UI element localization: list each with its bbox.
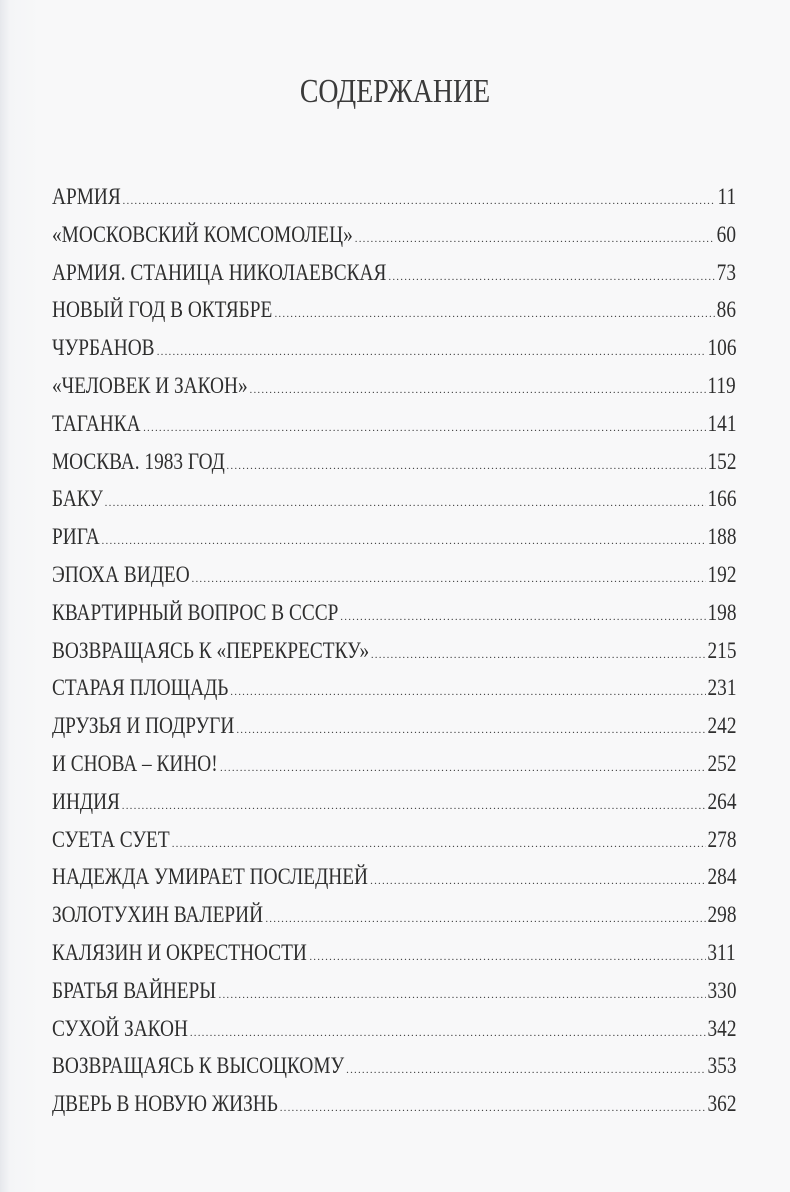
toc-entry-title: СТАРАЯ ПЛОЩАДЬ bbox=[52, 675, 229, 701]
toc-entry bbox=[52, 1047, 736, 1085]
toc-entry bbox=[52, 594, 736, 632]
toc-entry-page: 11 bbox=[717, 184, 736, 209]
toc-entry-title: «ЧЕЛОВЕК И ЗАКОН» bbox=[52, 372, 248, 398]
toc-entry-title: ЗОЛОТУХИН ВАЛЕРИЙ bbox=[52, 902, 264, 928]
toc-entry-title: БРАТЬЯ ВАЙНЕРЫ bbox=[52, 977, 217, 1003]
dot-leader bbox=[102, 523, 706, 561]
toc-entry-title: АРМИЯ bbox=[52, 184, 121, 209]
toc-entry-page: 342 bbox=[707, 1015, 736, 1041]
toc-entry-page: 86 bbox=[716, 297, 736, 323]
toc-entry-title: ЭПОХА ВИДЕО bbox=[52, 561, 190, 587]
toc-entry-page: 330 bbox=[707, 977, 736, 1003]
toc-entry bbox=[52, 329, 736, 367]
toc-entry bbox=[52, 216, 736, 254]
dot-leader bbox=[355, 221, 715, 259]
dot-leader bbox=[309, 939, 706, 977]
toc-entry-title: ВОЗВРАЩАЯСЬ К «ПЕРЕКРЕСТКУ» bbox=[52, 637, 370, 663]
toc-entry bbox=[52, 972, 736, 1010]
dot-leader bbox=[220, 750, 706, 788]
toc-entry bbox=[52, 821, 736, 859]
toc-entry-title: АРМИЯ. СТАНИЦА НИКОЛАЕВСКАЯ bbox=[52, 259, 387, 285]
dot-leader bbox=[105, 485, 706, 523]
toc-entry-page: 119 bbox=[707, 372, 736, 398]
toc-entry-title: КАЛЯЗИН И ОКРЕСТНОСТИ bbox=[52, 939, 307, 965]
toc-entry-page: 106 bbox=[707, 335, 736, 361]
dot-leader bbox=[250, 372, 707, 410]
toc-entry-page: 298 bbox=[707, 902, 736, 928]
toc-entry-page: 311 bbox=[707, 939, 736, 965]
toc-entry bbox=[52, 669, 736, 707]
dot-leader bbox=[230, 674, 705, 712]
toc-entry bbox=[52, 291, 736, 329]
toc-entry-page: 362 bbox=[707, 1091, 736, 1117]
toc-entry-page: 252 bbox=[707, 750, 736, 776]
toc-entry bbox=[52, 480, 736, 518]
toc-entry-title: НАДЕЖДА УМИРАЕТ ПОСЛЕДНЕЙ bbox=[52, 864, 368, 890]
toc-entry-page: 152 bbox=[707, 448, 736, 474]
toc-entry-title: ЧУРБАНОВ bbox=[52, 335, 155, 361]
toc-entry bbox=[52, 405, 736, 443]
toc-entry-title: КВАРТИРНЫЙ ВОПРОС В СССР bbox=[52, 599, 339, 625]
dot-leader bbox=[371, 637, 706, 675]
toc-entry bbox=[52, 632, 736, 670]
toc-entry-page: 231 bbox=[707, 675, 736, 701]
dot-leader bbox=[122, 788, 706, 826]
dot-leader bbox=[236, 712, 705, 750]
toc-entry-page: 141 bbox=[707, 410, 736, 436]
dot-leader bbox=[340, 599, 705, 637]
table-of-contents bbox=[52, 178, 736, 1123]
toc-entry-title: ДРУЗЬЯ И ПОДРУГИ bbox=[52, 713, 235, 739]
toc-entry-page: 60 bbox=[716, 221, 736, 247]
toc-entry bbox=[52, 178, 736, 216]
toc-entry bbox=[52, 783, 736, 821]
toc-entry-page: 198 bbox=[707, 599, 736, 625]
toc-entry-title: «МОСКОВСКИЙ КОМСОМОЛЕЦ» bbox=[52, 221, 353, 247]
toc-entry bbox=[52, 707, 736, 745]
toc-entry bbox=[52, 254, 736, 292]
dot-leader bbox=[143, 410, 705, 448]
toc-entry-title: РИГА bbox=[52, 524, 100, 550]
dot-leader bbox=[226, 448, 705, 486]
toc-entry bbox=[52, 556, 736, 594]
toc-entry-page: 264 bbox=[707, 788, 736, 814]
toc-entry bbox=[52, 934, 736, 972]
toc-entry-page: 192 bbox=[707, 561, 736, 587]
toc-entry-title: СУХОЙ ЗАКОН bbox=[52, 1015, 188, 1041]
toc-entry bbox=[52, 858, 736, 896]
dot-leader bbox=[346, 1052, 705, 1090]
toc-entry-page: 215 bbox=[707, 637, 736, 663]
toc-entry-title: БАКУ bbox=[52, 486, 103, 512]
toc-entry-page: 188 bbox=[707, 524, 736, 550]
toc-entry-title: НОВЫЙ ГОД В ОКТЯБРЕ bbox=[52, 297, 273, 323]
toc-entry bbox=[52, 518, 736, 556]
dot-leader bbox=[274, 296, 714, 334]
toc-entry-title: ИНДИЯ bbox=[52, 788, 120, 814]
dot-leader bbox=[265, 901, 705, 939]
toc-entry-title: МОСКВА. 1983 ГОД bbox=[52, 448, 225, 474]
toc-entry-page: 278 bbox=[707, 826, 736, 852]
toc-entry-title: И СНОВА – КИНО! bbox=[52, 750, 218, 776]
toc-entry-title: СУЕТА СУЕТ bbox=[52, 826, 170, 852]
dot-leader bbox=[388, 259, 714, 297]
toc-entry-page: 284 bbox=[707, 864, 736, 890]
toc-entry bbox=[52, 367, 736, 405]
toc-entry-page: 353 bbox=[707, 1053, 736, 1079]
toc-entry-page: 166 bbox=[707, 486, 736, 512]
toc-entry-page: 242 bbox=[707, 713, 736, 739]
toc-entry-title: ТАГАНКА bbox=[52, 410, 141, 436]
page-title: СОДЕРЖАНИЕ bbox=[299, 73, 491, 110]
dot-leader bbox=[219, 977, 706, 1015]
toc-entry bbox=[52, 443, 736, 481]
dot-leader bbox=[280, 1090, 706, 1128]
toc-entry bbox=[52, 745, 736, 783]
toc-entry-title: ДВЕРЬ В НОВУЮ ЖИЗНЬ bbox=[52, 1091, 278, 1117]
toc-entry-page: 73 bbox=[716, 259, 736, 285]
toc-entry bbox=[52, 1010, 736, 1048]
dot-leader bbox=[370, 863, 705, 901]
toc-entry bbox=[52, 1085, 736, 1123]
toc-entry bbox=[52, 896, 736, 934]
toc-entry-title: ВОЗВРАЩАЯСЬ К ВЫСОЦКОМУ bbox=[52, 1053, 345, 1079]
